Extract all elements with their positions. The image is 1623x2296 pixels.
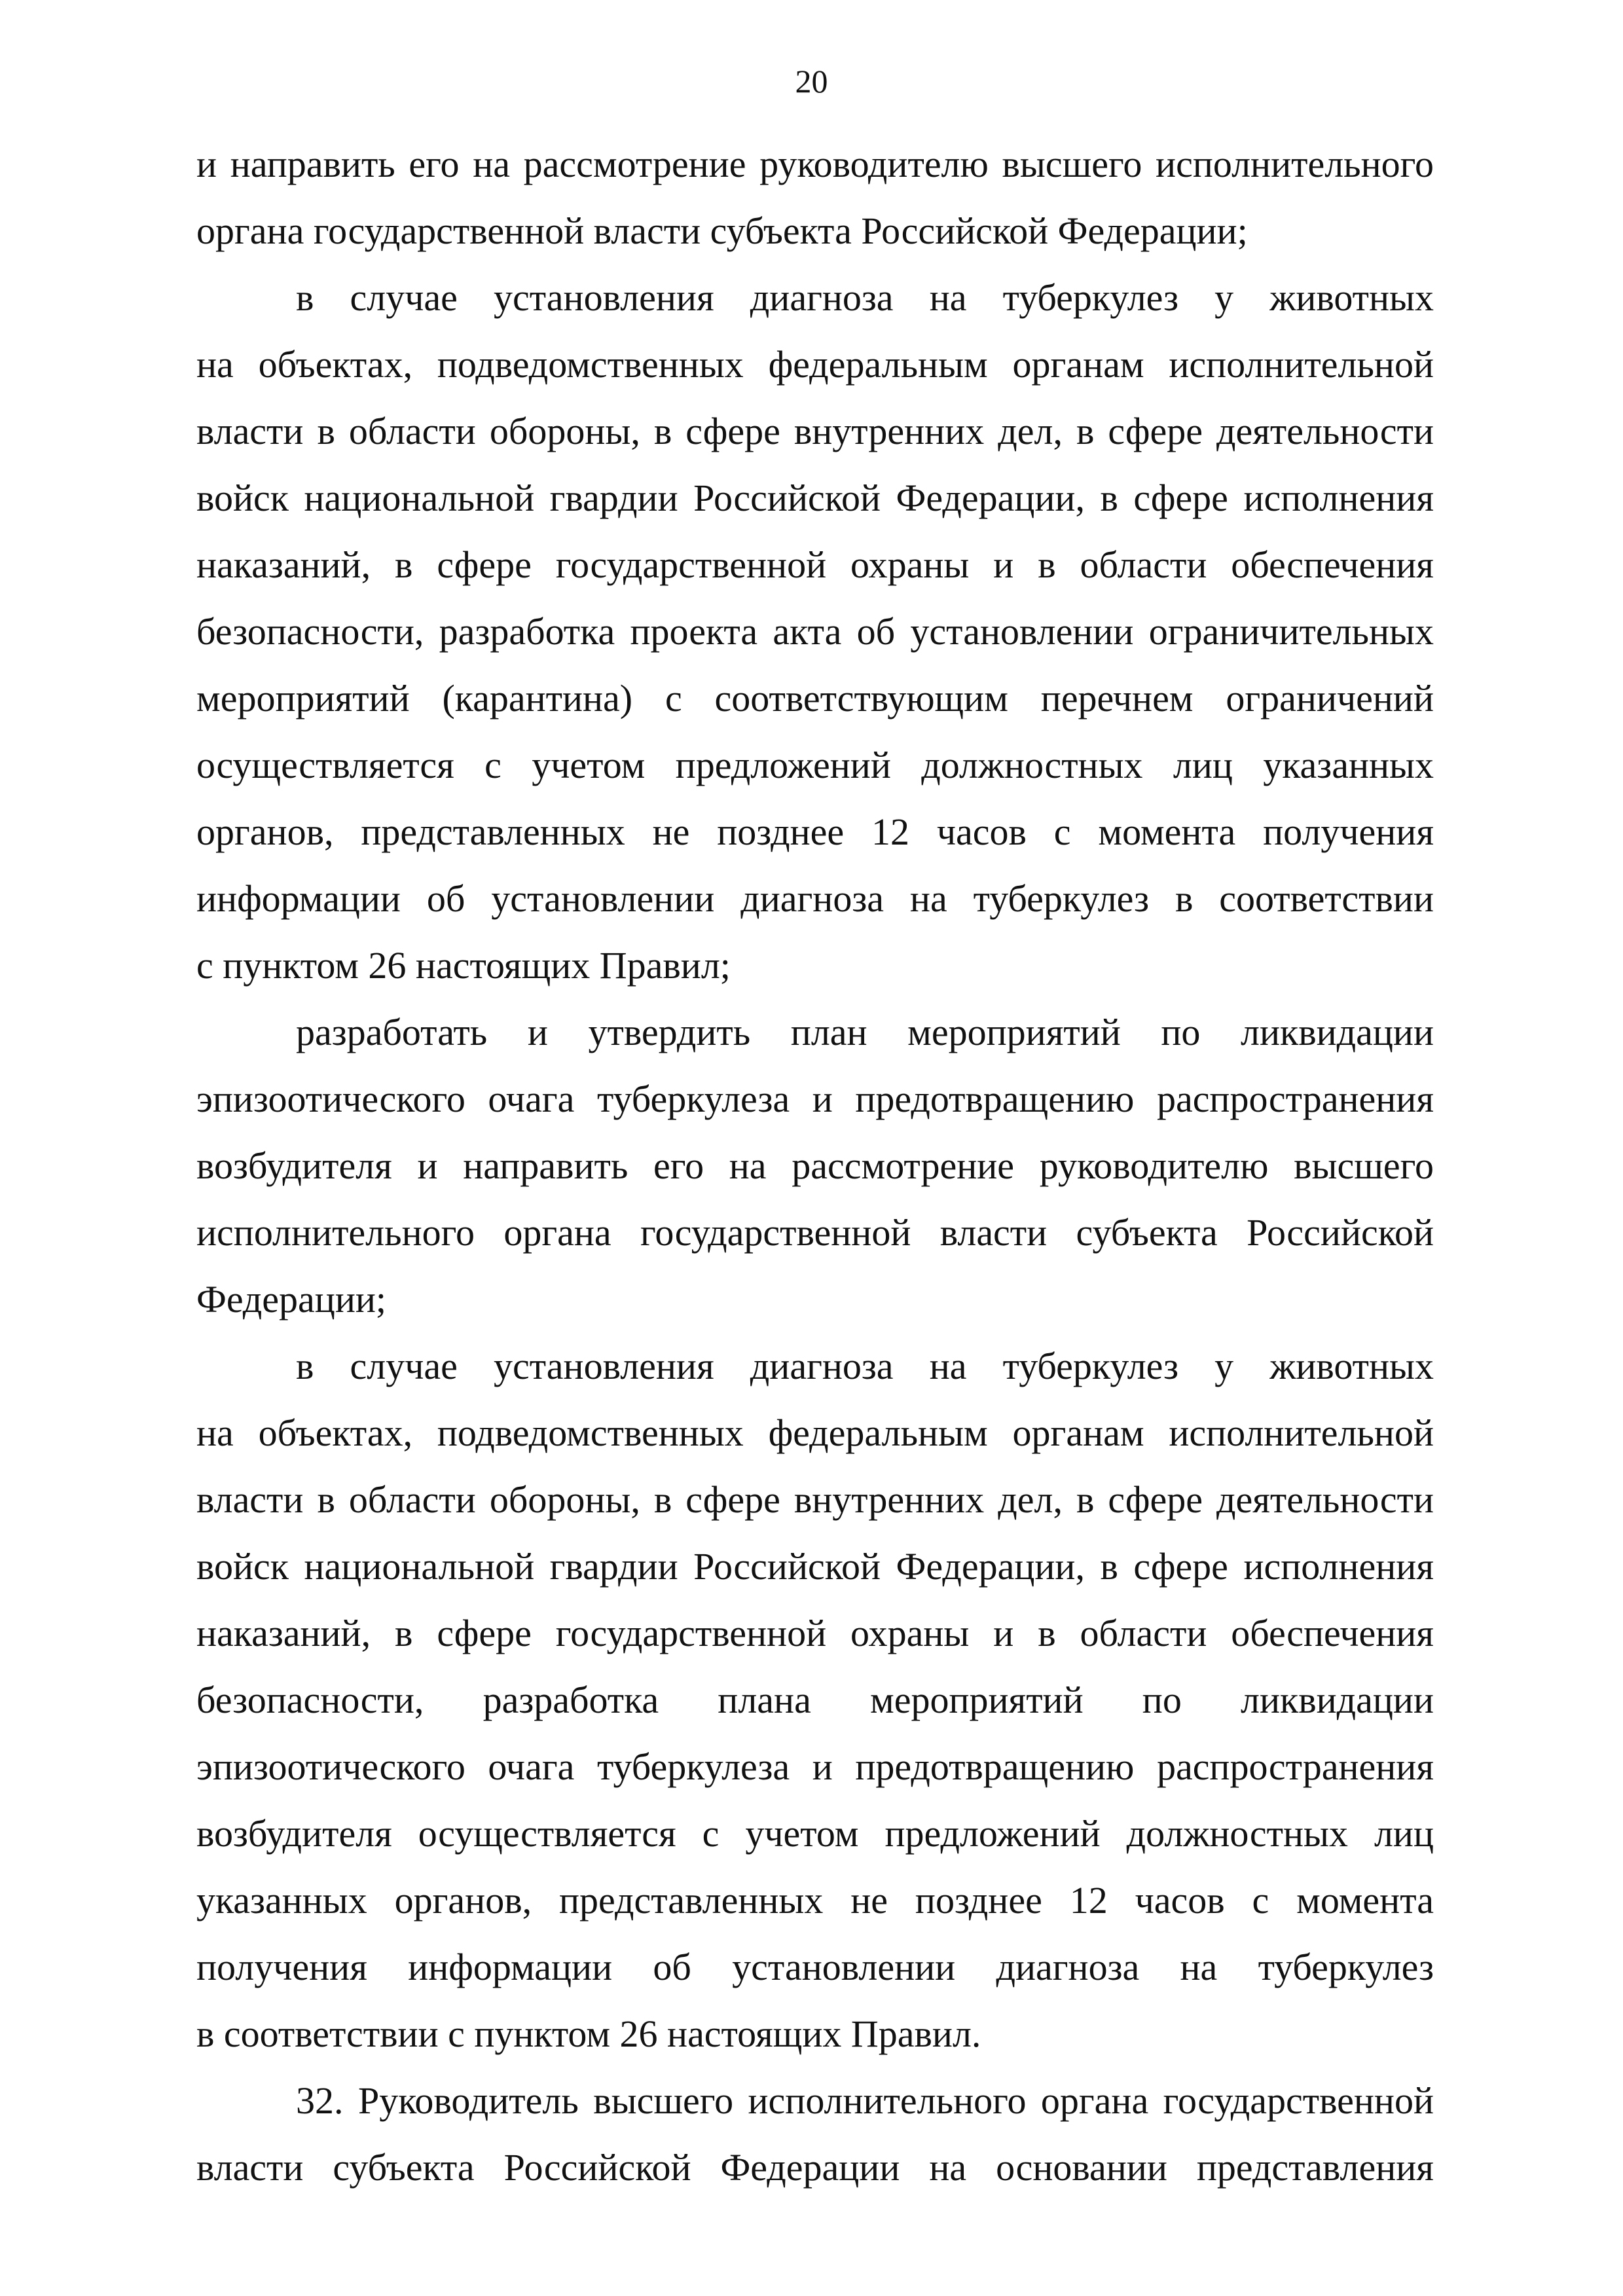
- text-line: власти субъекта Российской Федерации на основании представления: [196, 2146, 1434, 2189]
- text-line: 32. Руководитель высшего исполнительного органа государственной: [296, 2079, 1434, 2122]
- text-line: эпизоотического очага туберкулеза и предотвращению распространения: [196, 1745, 1434, 1788]
- text-line: на объектах, подведомственных федеральным органам исполнительной: [196, 343, 1434, 386]
- text-line: возбудителя и направить его на рассмотрение руководителю высшего: [196, 1144, 1434, 1187]
- text-line: войск национальной гвардии Российской Федерации, в сфере исполнения: [196, 477, 1434, 519]
- text-line: осуществляется с учетом предложений должностных лиц указанных: [196, 744, 1434, 786]
- text-line: власти в области обороны, в сфере внутренних дел, в сфере деятельности: [196, 410, 1434, 452]
- text-line: органов, представленных не позднее 12 часов с момента получения: [196, 811, 1434, 853]
- paragraph: [196, 131, 1434, 264]
- text-line: безопасности, разработка плана мероприятий по ликвидации: [196, 1679, 1434, 1721]
- text-line: наказаний, в сфере государственной охраны и в области обеспечения: [196, 1612, 1434, 1654]
- text-line: войск национальной гвардии Российской Федерации, в сфере исполнения: [196, 1545, 1434, 1588]
- document-body: [196, 131, 1434, 2201]
- text-line: в случае установления диагноза на туберкулез у животных: [296, 1345, 1434, 1387]
- text-line: на объектах, подведомственных федеральным органам исполнительной: [196, 1412, 1434, 1454]
- paragraph: [196, 2068, 1434, 2201]
- text-line: указанных органов, представленных не позднее 12 часов с момента: [196, 1879, 1434, 1922]
- text-line: безопасности, разработка проекта акта об установлении ограничительных: [196, 610, 1434, 653]
- text-line: наказаний, в сфере государственной охраны и в области обеспечения: [196, 543, 1434, 586]
- paragraph: [196, 999, 1434, 1333]
- text-line: эпизоотического очага туберкулеза и предотвращению распространения: [196, 1078, 1434, 1120]
- text-line: получения информации об установлении диагноза на туберкулез: [196, 1946, 1434, 1988]
- text-line: в случае установления диагноза на туберкулез у животных: [296, 276, 1434, 319]
- text-line: в соответствии с пунктом 26 настоящих Правил.: [196, 2013, 981, 2055]
- text-line: с пунктом 26 настоящих Правил;: [196, 944, 731, 987]
- paragraph: [196, 1333, 1434, 2068]
- text-line: и направить его на рассмотрение руководителю высшего исполнительного: [196, 143, 1434, 185]
- page-number: 20: [795, 63, 828, 100]
- text-line: Федерации;: [196, 1278, 387, 1321]
- text-line: информации об установлении диагноза на туберкулез в соответствии: [196, 877, 1434, 920]
- paragraph: [196, 264, 1434, 999]
- text-line: разработать и утвердить план мероприятий по ликвидации: [296, 1011, 1434, 1053]
- text-line: возбудителя осуществляется с учетом предложений должностных лиц: [196, 1812, 1434, 1855]
- text-line: власти в области обороны, в сфере внутренних дел, в сфере деятельности: [196, 1478, 1434, 1521]
- text-line: мероприятий (карантина) с соответствующим перечнем ограничений: [196, 677, 1434, 720]
- text-line: органа государственной власти субъекта Российской Федерации;: [196, 210, 1248, 252]
- text-line: исполнительного органа государственной власти субъекта Российской: [196, 1211, 1434, 1254]
